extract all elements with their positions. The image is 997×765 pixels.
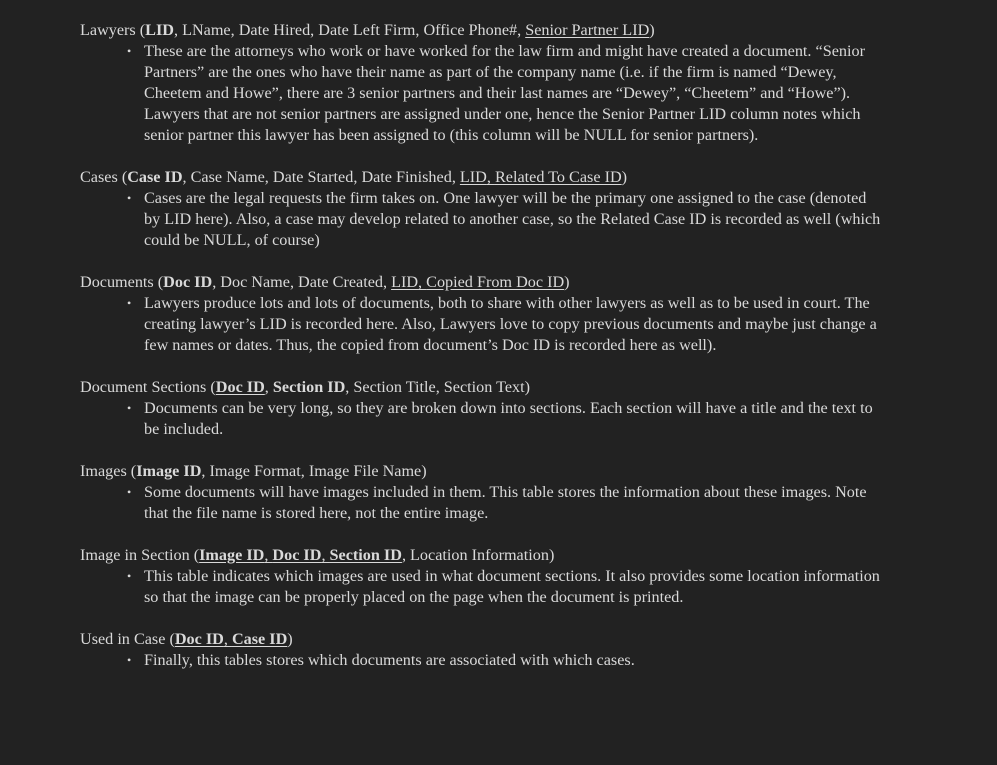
field-name: Case ID: [231, 630, 288, 648]
table-name: Lawyers: [80, 21, 136, 39]
field-name: Doc ID: [272, 546, 322, 564]
field-name: LID: [459, 168, 487, 186]
field-name: LID: [145, 21, 174, 39]
bullet-icon: •: [127, 44, 132, 58]
field-name: Section Text: [443, 378, 525, 396]
table-section: [80, 377, 980, 440]
field-name: Image Format: [209, 462, 301, 480]
field-name: LID: [391, 273, 419, 291]
field-name: Date Finished: [361, 168, 452, 186]
description-text: Finally, this tables stores which documents are associated with which cases.: [144, 651, 635, 669]
table-name: Used in Case: [80, 630, 166, 648]
field-name: Section ID: [272, 378, 346, 396]
table-heading: Used in Case (Doc ID, Case ID): [80, 630, 293, 648]
field-name: Office Phone#: [423, 21, 518, 39]
description-text: Lawyers produce lots and lots of documents, both to share with other lawyers as well as to be used in court. The creating lawyer’s LID is recorded here. Also, Lawyers love to copy previous documents and maybe just change a few names or dates. Thus, the copied from document’s Doc ID is recorded here as well).: [144, 294, 877, 354]
table-section: [80, 545, 980, 608]
table-name: Document Sections: [80, 378, 207, 396]
field-name: Date Left Firm: [318, 21, 416, 39]
field-name: Case Name: [190, 168, 265, 186]
key-group: [216, 378, 265, 396]
table-name: Image in Section: [80, 546, 190, 564]
table-heading: Lawyers (LID, LName, Date Hired, Date Left Firm, Office Phone#, Senior Partner LID): [80, 21, 655, 39]
schema-document: [80, 20, 980, 692]
field-name: Doc ID: [174, 630, 224, 648]
field-name: Date Hired: [238, 21, 311, 39]
field-name: Section Title: [353, 378, 436, 396]
description-text: Documents can be very long, so they are broken down into sections. Each section will have a title and the text to be included.: [144, 399, 873, 438]
bullet-icon: •: [127, 401, 132, 415]
table-heading: Cases (Case ID, Case Name, Date Started, Date Finished, LID, Related To Case ID): [80, 168, 628, 186]
description-bullet: [80, 566, 885, 608]
field-name: Doc ID: [215, 378, 265, 396]
key-group: [525, 21, 649, 39]
bullet-icon: •: [127, 653, 132, 667]
field-name: Image ID: [136, 462, 202, 480]
table-section: [80, 167, 980, 251]
description-text: Cases are the legal requests the firm takes on. One lawyer will be the primary one assigned to the case (denoted by LID here). Also, a case may develop related to another case, so the Related Case ID is recorded as well (which could be NULL, of course): [144, 189, 881, 249]
field-name: Related To Case ID: [494, 168, 622, 186]
description-bullet: [80, 293, 885, 356]
field-name: Image File Name: [308, 462, 422, 480]
table-name: Documents: [80, 273, 154, 291]
field-name: Case ID: [127, 168, 183, 186]
description-bullet: [80, 188, 885, 251]
field-name: Date Created: [298, 273, 383, 291]
table-section: [80, 461, 980, 524]
table-heading: Documents (Doc ID, Doc Name, Date Created, LID, Copied From Doc ID): [80, 273, 570, 291]
field-name: Senior Partner LID: [525, 21, 650, 39]
table-heading: Image in Section (Image ID, Doc ID, Section ID, Location Information): [80, 546, 555, 564]
description-text: This table indicates which images are used in what document sections. It also provides some location information so that the image can be properly placed on the page when the document is printed.: [144, 567, 880, 606]
key-group: LID, Copied From Doc ID: [391, 273, 565, 291]
key-group: Image ID, Doc ID, Section ID: [199, 546, 402, 564]
table-name: Cases: [80, 168, 118, 186]
key-group: Doc ID, Case ID: [174, 630, 288, 648]
table-section: [80, 629, 980, 671]
description-bullet: [80, 41, 885, 146]
description-text: Some documents will have images included in them. This table stores the information about these images. Note that the file name is stored here, not the entire image.: [144, 483, 867, 522]
table-name: Images: [80, 462, 127, 480]
field-name: Doc Name: [220, 273, 290, 291]
table-section: [80, 20, 980, 146]
bullet-icon: •: [127, 485, 132, 499]
field-name: Location Information: [410, 546, 549, 564]
bullet-icon: •: [127, 191, 132, 205]
description-bullet: [80, 398, 885, 440]
bullet-icon: •: [127, 296, 132, 310]
field-name: LName: [182, 21, 231, 39]
table-heading: Document Sections (Doc ID, Section ID, Section Title, Section Text): [80, 378, 531, 396]
description-text: These are the attorneys who work or have worked for the law firm and might have created a document. “Senior Partners” are the ones who have their name as part of the company name (i.e. if the firm is named “Dewey, Cheetem and Howe”, there are 3 senior partners and their last names are “Dewey”, “Cheetem” and “Howe”). Lawyers that are not senior partners are assigned under one, hence the Senior Partner LID column notes which senior partner this lawyer has been assigned to (this column will be NULL for senior partners).: [144, 42, 865, 144]
description-bullet: [80, 482, 885, 524]
field-name: Date Started: [272, 168, 354, 186]
table-heading: Images (Image ID, Image Format, Image File Name): [80, 462, 427, 480]
bullet-icon: •: [127, 569, 132, 583]
field-name: Section ID: [329, 546, 402, 564]
table-section: [80, 272, 980, 356]
description-bullet: [80, 650, 885, 671]
key-group: LID, Related To Case ID: [459, 168, 622, 186]
field-name: Doc ID: [163, 273, 213, 291]
field-name: Copied From Doc ID: [426, 273, 565, 291]
field-name: Image ID: [199, 546, 265, 564]
